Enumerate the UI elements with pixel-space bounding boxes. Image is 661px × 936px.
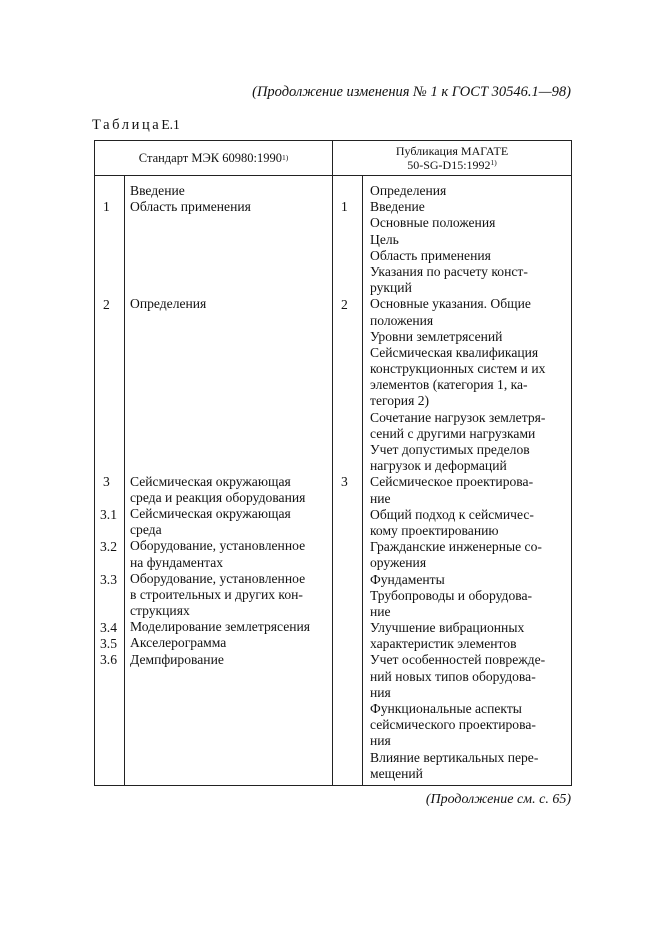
- left-header-text: Стандарт МЭК 60980:1990: [138, 150, 282, 165]
- left-text-line: Сейсмическая окружающая: [130, 473, 291, 489]
- right-text-line: элементов (категория 1, ка-: [370, 377, 528, 393]
- right-number: 3: [341, 474, 348, 489]
- right-header-line2: 50-SG-D15:1992: [407, 158, 491, 172]
- right-text-line: Влияние вертикальных пере-: [370, 749, 539, 765]
- right-text-line: ния: [370, 684, 391, 700]
- right-text-line: Область применения: [370, 247, 491, 263]
- left-number: 3.2: [100, 539, 117, 554]
- left-text-line: на фундаментах: [130, 554, 224, 570]
- right-text-line: Сочетание нагрузок землетря-: [370, 409, 546, 425]
- left-text-line: струкциях: [130, 603, 190, 619]
- right-text-column: [370, 183, 545, 782]
- right-header-footnote: 1): [490, 158, 497, 167]
- left-text-line: Область применения: [130, 199, 251, 215]
- right-text-line: ние: [370, 603, 391, 619]
- right-text-line: Трубопроводы и оборудова-: [370, 587, 533, 603]
- right-text-line: нагрузок и деформаций: [370, 458, 507, 474]
- left-text-line: Сейсмическая окружающая: [130, 505, 291, 521]
- right-text-line: ний новых типов оборудова-: [370, 668, 536, 684]
- right-text-line: Гражданские инженерные со-: [370, 539, 542, 555]
- right-column-header: [333, 141, 571, 175]
- right-text-line: Учет допустимых пределов: [370, 442, 530, 457]
- right-text-line: Основные положения: [370, 215, 496, 231]
- right-text-line: Цель: [370, 231, 399, 247]
- left-number: 3: [103, 474, 110, 489]
- right-text-line: положения: [370, 312, 434, 328]
- left-text-line: среда и реакция оборудования: [130, 489, 306, 505]
- right-text-line: Основные указания. Общие: [370, 296, 531, 312]
- right-text-line: Общий подход к сейсмичес-: [370, 506, 534, 522]
- right-text-line: рукций: [370, 280, 412, 296]
- right-text-line: конструкционных систем и их: [370, 361, 546, 377]
- left-text-line: Оборудование, установленное: [130, 538, 306, 554]
- center-divider: [332, 141, 333, 785]
- right-text-line: Введение: [370, 199, 425, 215]
- left-text-line: в строительных и других кон-: [130, 586, 303, 602]
- right-text-line: Функциональные аспекты: [370, 701, 522, 716]
- continuation-header: (Продолжение изменения № 1 к ГОСТ 30546.1—98): [252, 84, 571, 100]
- right-text-line: кому проектированию: [370, 522, 499, 538]
- comparison-table: [94, 140, 572, 786]
- left-number: 3.5: [100, 636, 117, 651]
- left-text-line: Акселерограмма: [130, 635, 227, 651]
- right-text-line: Улучшение вибрационных: [370, 620, 525, 636]
- right-text-line: Сейсмическая квалификация: [370, 344, 539, 360]
- left-text-line: Демпфирование: [130, 651, 224, 667]
- right-number-divider: [362, 175, 363, 785]
- table-caption: [92, 117, 180, 134]
- left-number: 3.6: [100, 652, 117, 667]
- right-number: 2: [341, 297, 348, 312]
- table-caption-word: Таблица: [92, 117, 162, 133]
- left-column-header: Стандарт МЭК 60980:1990 1): [138, 150, 289, 165]
- right-text-line: Определения: [370, 183, 447, 198]
- table-header-row: [95, 141, 571, 176]
- right-text-line: характеристик элементов: [370, 636, 517, 652]
- left-number-divider: [124, 175, 125, 785]
- left-text-line: Введение: [130, 183, 185, 198]
- left-number: 3.1: [100, 507, 117, 522]
- right-text-line: Указания по расчету конст-: [370, 263, 528, 279]
- right-text-line: ние: [370, 490, 391, 506]
- right-text-line: тегория 2): [370, 393, 430, 409]
- right-header-line1: Публикация МАГАТЕ: [395, 144, 509, 158]
- right-text-line: Уровни землетрясений: [370, 328, 503, 344]
- left-text-line: Моделирование землетрясения: [130, 619, 311, 635]
- right-number: 1: [341, 199, 348, 214]
- right-text-line: Учет особенностей поврежде-: [370, 652, 546, 668]
- left-number: 2: [103, 297, 110, 312]
- left-text-column: [130, 183, 310, 668]
- right-text-line: сейсмического проектирова-: [370, 717, 536, 733]
- right-text-line: оружения: [370, 555, 427, 571]
- right-text-line: мещений: [370, 765, 423, 781]
- right-text-line: сений с другими нагрузками: [370, 425, 536, 441]
- left-number: 1: [103, 199, 110, 214]
- right-text-line: Сейсмическое проектирова-: [370, 474, 534, 490]
- right-header-line2-wrap: [407, 158, 497, 172]
- right-text-line: Фундаменты: [370, 571, 445, 587]
- left-text-line: Оборудование, установленное: [130, 570, 306, 586]
- left-text-line: Определения: [130, 296, 207, 312]
- left-text-line: среда: [130, 522, 162, 538]
- left-number: 3.4: [100, 620, 117, 635]
- right-text-line: ния: [370, 733, 391, 749]
- continuation-footer: (Продолжение см. с. 65): [425, 792, 571, 807]
- table-caption-number: Е.1: [161, 117, 180, 132]
- left-number: 3.3: [100, 572, 117, 587]
